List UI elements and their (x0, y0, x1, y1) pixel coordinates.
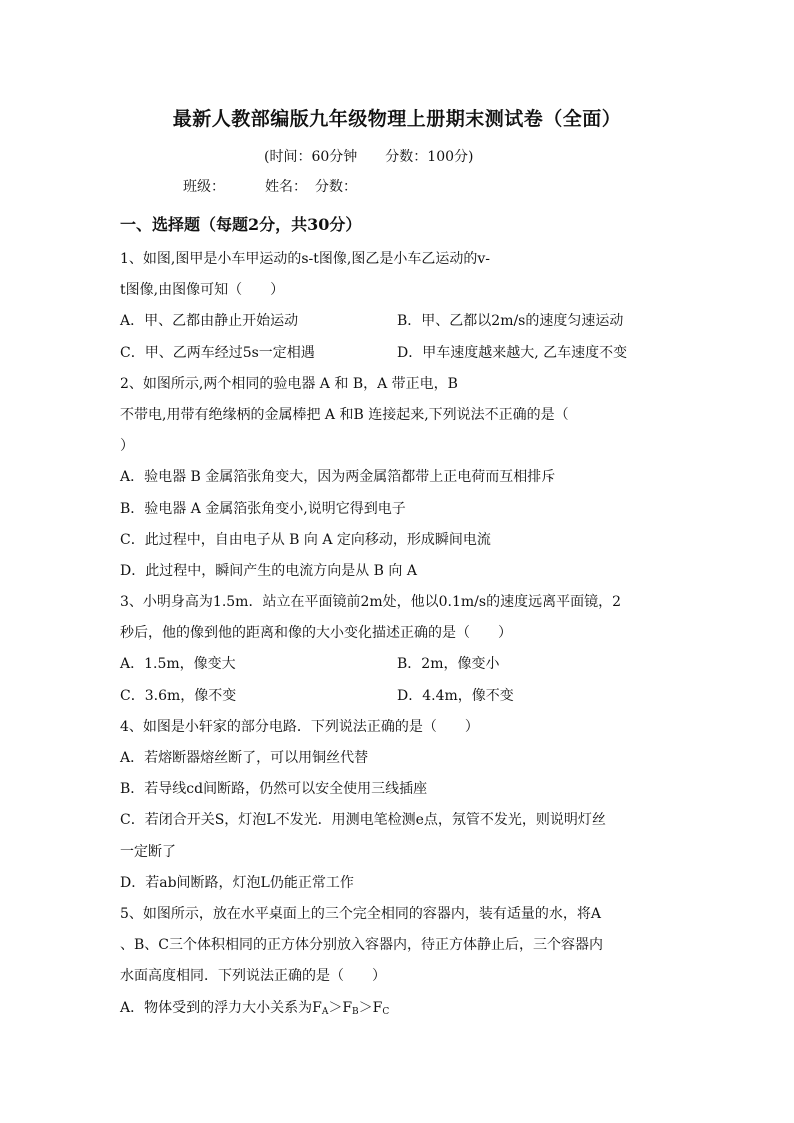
q1-option-c: C．甲、乙两车经过5s一定相遇 (120, 344, 315, 361)
q2-option-d: D．此过程中，瞬间产生的电流方向是从 B 向 A (120, 562, 417, 579)
q2-stem-3: ） (120, 438, 134, 455)
q1-option-d: D．甲车速度越来越大, 乙车速度不变 (397, 344, 628, 361)
q3-options-row2 (120, 681, 680, 712)
q3-option-b: B．2m，像变小 (397, 656, 500, 673)
q3-option-a: A．1.5m，像变大 (120, 656, 236, 673)
q3-options-row1 (120, 649, 680, 680)
q3-stem-2: 秒后，他的像到他的距离和像的大小变化描述正确的是（ ） (120, 625, 512, 642)
q5-sub-a: A (321, 1006, 329, 1017)
q5-gt-1: ＞F (328, 999, 353, 1016)
q1-option-a: A．甲、乙都由静止开始运动 (120, 313, 299, 330)
q5-gt-2: ＞F (358, 999, 383, 1016)
section-title: 一、选择题（每题2分，共30分） (120, 215, 362, 234)
q2-option-a: A．验电器 B 金属箔张角变大，因为两金属箔都带上正电荷而互相排斥 (120, 469, 556, 486)
q4-option-b: B．若导线cd间断路，仍然可以安全使用三线插座 (120, 781, 428, 798)
q5-sub-b: B (352, 1006, 359, 1017)
q3-option-d: D．4.4m，像不变 (397, 687, 514, 704)
q1-options-row2 (120, 338, 680, 369)
q2-option-b: B．验电器 A 金属箔张角变小,说明它得到电子 (120, 500, 406, 517)
q5-option-a-text: A．物体受到的浮力大小关系为F (120, 999, 322, 1016)
exam-meta (264, 146, 501, 166)
q5-stem-3: 水面高度相同．下列说法正确的是（ ） (120, 968, 386, 985)
q2-stem-2: 不带电,用带有绝缘柄的金属棒把 A 和B 连接起来,下列说法不正确的是（ (120, 406, 569, 423)
q1-option-b: B．甲、乙都以2m/s的速度匀速运动 (397, 313, 624, 330)
exam-title: 最新人教部编版九年级物理上册期末测试卷（全面） (172, 108, 622, 130)
q1-stem-2: t图像,由图像可知（ ） (120, 282, 285, 299)
name-label: 姓名： (265, 179, 307, 195)
q4-stem-1: 4、如图是小轩家的部分电路．下列说法正确的是（ ） (120, 718, 479, 735)
student-fields (183, 176, 397, 196)
q1-stem-1: 1、如图,图甲是小车甲运动的s-t图像,图乙是小车乙运动的v- (120, 251, 490, 267)
class-label: 班级： (183, 179, 225, 195)
q4-option-a: A．若熔断器熔丝断了，可以用铜丝代替 (120, 750, 369, 766)
questions (120, 244, 680, 1024)
q4-option-c-2: 一定断了 (120, 843, 176, 860)
score-label: 分数： (315, 179, 357, 195)
q3-stem-1: 3、小明身高为1.5m．站立在平面镜前2m处，他以0.1m/s的速度远离平面镜，2 (120, 594, 621, 611)
q3-option-c: C．3.6m，像不变 (120, 687, 237, 704)
q2-stem-1: 2、如图所示,两个相同的验电器 A 和 B，A 带正电，B (120, 375, 458, 392)
q5-option-a (120, 993, 680, 1024)
q5-stem-1: 5、如图所示，放在水平桌面上的三个完全相同的容器内，装有适量的水，将A (120, 905, 602, 922)
score-info: 分数：100分) (385, 149, 474, 165)
time-info: (时间：60分钟 (264, 149, 358, 165)
q1-options-row1 (120, 306, 680, 337)
q5-sub-c: C (382, 1006, 390, 1017)
q2-option-c: C．此过程中，自由电子从 B 向 A 定向移动，形成瞬间电流 (120, 531, 491, 548)
q4-option-c-1: C．若闭合开关S，灯泡L不发光．用测电笔检测e点，氖管不发光，则说明灯丝 (120, 812, 606, 829)
q5-stem-2: 、B、C三个体积相同的正方体分别放入容器内，待正方体静止后，三个容器内 (120, 937, 603, 954)
q4-option-d: D．若ab间断路，灯泡L仍能正常工作 (120, 874, 354, 891)
